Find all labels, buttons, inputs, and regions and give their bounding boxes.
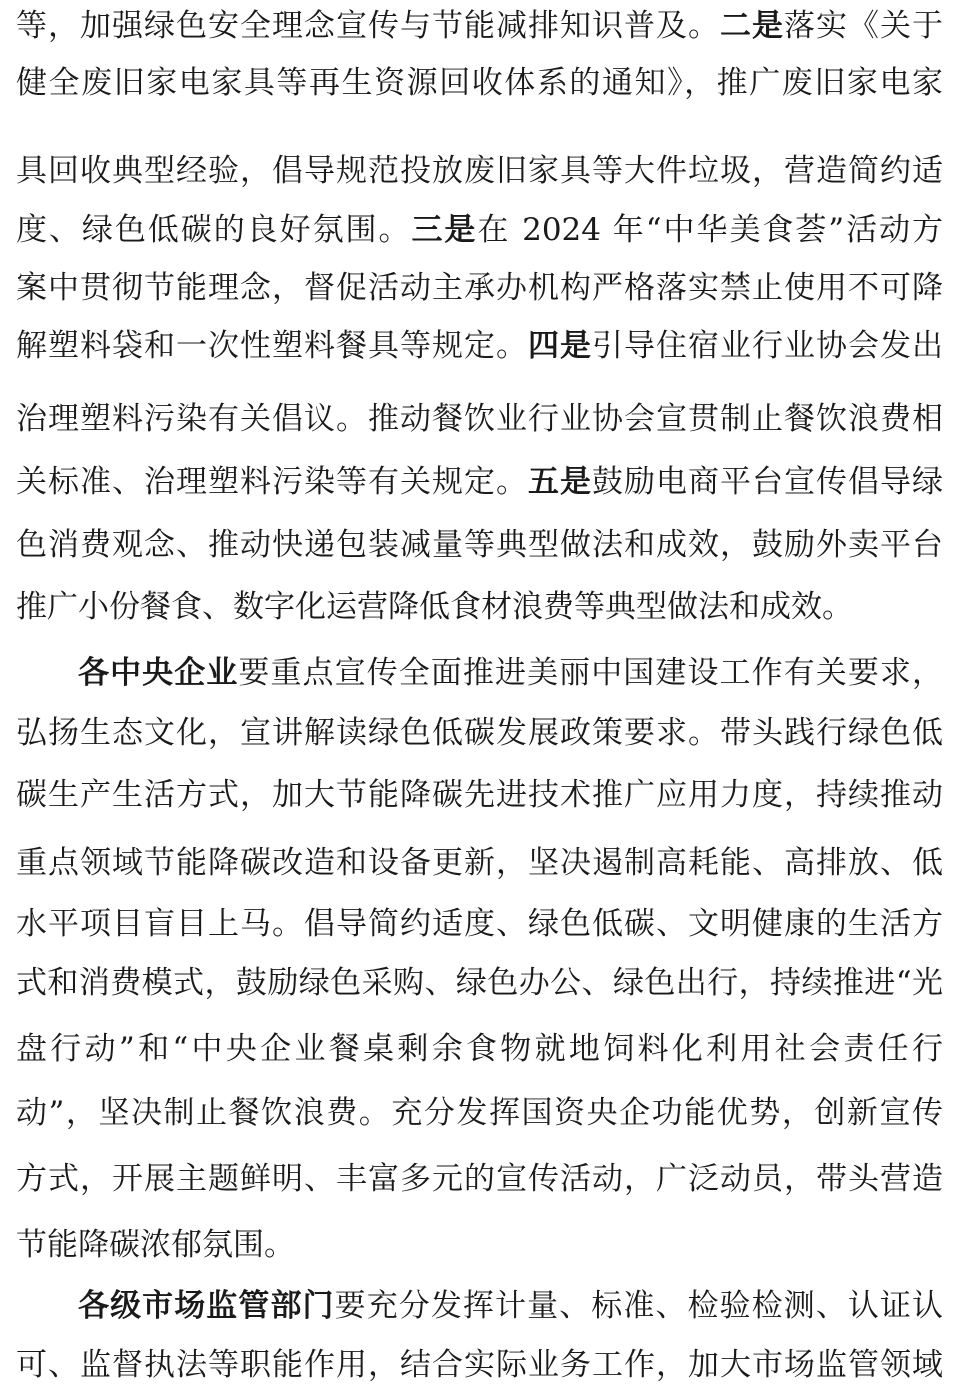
text-run: 治理塑料污染有关倡议。推动餐饮业行业协会宣贯制止餐饮浪费相 [16,401,943,437]
text-line [16,1093,943,1133]
text-line [16,1345,943,1385]
text-run: 节能降碳浓郁氛围。 [16,1227,295,1263]
text-line [16,326,943,366]
text-line [16,843,943,883]
text-line [16,525,943,565]
text-run: 引导住宿业行业协会发出 [592,328,943,364]
emphasis-run: 四是 [528,328,592,364]
emphasis-run: 五是 [528,464,592,500]
text-line [16,775,943,815]
text-line [16,399,943,439]
text-run: 解塑料袋和一次性塑料餐具等规定。 [16,328,528,364]
text-line [16,268,943,308]
text-run: 落实《关于 [784,8,943,44]
text-run: 盘行动”和“中央企业餐桌剩余食物就地饲料化利用社会责任行 [16,1031,943,1067]
text-run: 要充分发挥计量、标准、检验检测、认证认 [334,1288,944,1324]
text-run: 碳生产生活方式，加大节能降碳先进技术推广应用力度，持续推动 [16,777,943,813]
text-run: 水平项目盲目上马。倡导简约适度、绿色低碳、文明健康的生活方 [16,906,943,942]
text-run: 色消费观念、推动快递包装减量等典型做法和成效，鼓励外卖平台 [16,527,943,563]
text-line [78,1286,943,1326]
text-run: 在 2024 年“中华美食荟”活动方 [477,212,944,248]
text-run: 具回收典型经验，倡导规范投放废旧家具等大件垃圾，营造简约适 [16,153,943,189]
text-line [16,587,943,627]
text-run: 案中贯彻节能理念，督促活动主承办机构严格落实禁止使用不可降 [16,270,943,306]
text-run: 度、绿色低碳的良好氛围。 [16,212,412,248]
text-line [16,151,943,191]
text-run: 等，加强绿色安全理念宣传与节能减排知识普及。 [16,8,720,44]
text-line [78,653,943,693]
text-run: 健全废旧家电家具等再生资源回收体系的通知》，推广废旧家电家 [16,65,943,101]
text-line [16,1029,943,1069]
text-line [16,63,943,103]
text-line [16,1159,943,1199]
text-run: 方式，开展主题鲜明、丰富多元的宣传活动，广泛动员，带头营造 [16,1161,943,1197]
emphasis-run: 二是 [720,8,784,44]
emphasis-run: 各中央企业 [78,655,239,691]
text-line [16,713,943,753]
text-line [16,1225,943,1265]
emphasis-run: 各级市场监管部门 [78,1288,335,1324]
text-run: 鼓励电商平台宣传倡导绿 [592,464,943,500]
text-run: 可、监督执法等职能作用，结合实际业务工作，加大市场监管领域 [16,1347,943,1383]
text-line [16,6,943,46]
text-run: 重点领域节能降碳改造和设备更新，坚决遏制高耗能、高排放、低 [16,845,943,881]
text-line [16,904,943,944]
text-run: 要重点宣传全面推进美丽中国建设工作有关要求， [238,655,944,691]
text-run: 推广小份餐食、数字化运营降低食材浪费等典型做法和成效。 [16,589,853,625]
text-line [16,210,943,250]
text-line [16,963,943,1003]
text-run: 弘扬生态文化，宣讲解读绿色低碳发展政策要求。带头践行绿色低 [16,715,943,751]
text-line [16,462,943,502]
emphasis-run: 三是 [411,212,478,248]
text-run: 式和消费模式，鼓励绿色采购、绿色办公、绿色出行，持续推进“光 [16,965,943,1001]
text-run: 动”，坚决制止餐饮浪费。充分发挥国资央企功能优势，创新宣传 [16,1095,943,1131]
text-run: 关标准、治理塑料污染等有关规定。 [16,464,528,500]
